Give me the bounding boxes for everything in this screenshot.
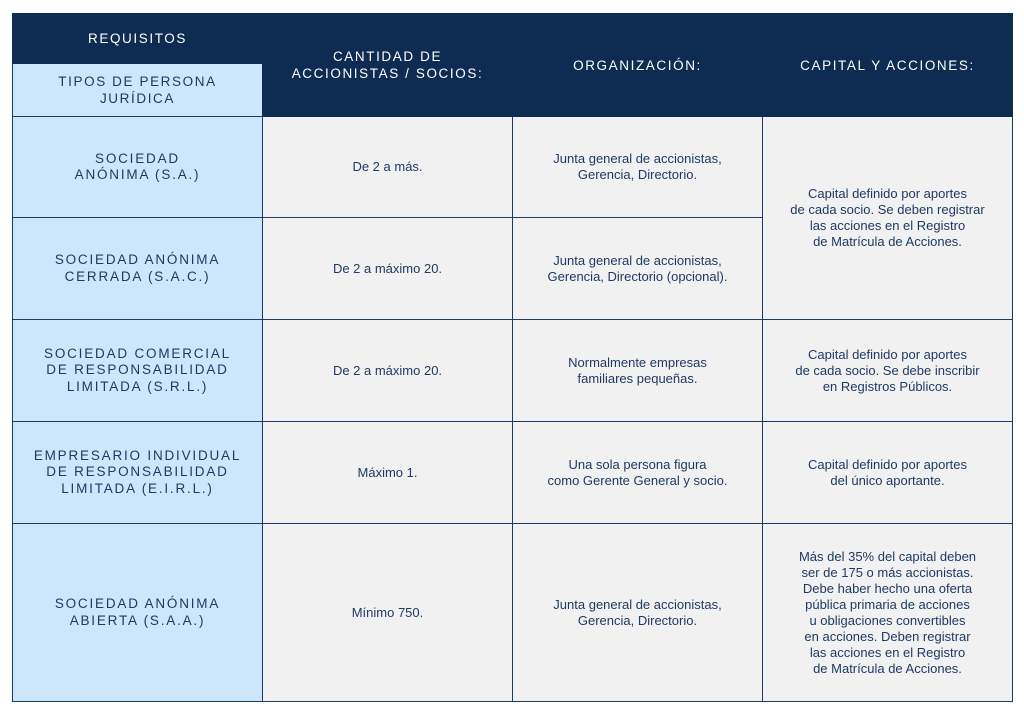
- header-capital: CAPITAL Y ACCIONES:: [763, 14, 1013, 117]
- header-organizacion: ORGANIZACIÓN:: [513, 14, 763, 117]
- row-saa-organizacion: Junta general de accionistas, Gerencia, Directorio.: [513, 524, 763, 702]
- row-sa-sac-capital: Capital definido por aportes de cada socio. Se deben registrar las acciones en el Registro de Matrícula de Acciones.: [763, 117, 1013, 320]
- row-type-eirl: EMPRESARIO INDIVIDUAL DE RESPONSABILIDAD LIMITADA (E.I.R.L.): [13, 422, 263, 524]
- row-sac-organizacion: Junta general de accionistas, Gerencia, Directorio (opcional).: [513, 218, 763, 320]
- row-saa-cantidad: Mínimo 750.: [263, 524, 513, 702]
- table-row: [13, 422, 1013, 524]
- row-eirl-organizacion: Una sola persona figura como Gerente General y socio.: [513, 422, 763, 524]
- row-type-sac: SOCIEDAD ANÓNIMA CERRADA (S.A.C.): [13, 218, 263, 320]
- row-sac-cantidad: De 2 a máximo 20.: [263, 218, 513, 320]
- table-row: [13, 117, 1013, 218]
- row-srl-cantidad: De 2 a máximo 20.: [263, 320, 513, 422]
- row-type-saa: SOCIEDAD ANÓNIMA ABIERTA (S.A.A.): [13, 524, 263, 702]
- table-row: [13, 524, 1013, 702]
- legal-entity-requirements-table: [12, 13, 1013, 702]
- row-type-srl: SOCIEDAD COMERCIAL DE RESPONSABILIDAD LIMITADA (S.R.L.): [13, 320, 263, 422]
- row-srl-capital: Capital definido por aportes de cada socio. Se debe inscribir en Registros Públicos.: [763, 320, 1013, 422]
- table-row: [13, 320, 1013, 422]
- row-eirl-capital: Capital definido por aportes del único aportante.: [763, 422, 1013, 524]
- row-type-sa: SOCIEDAD ANÓNIMA (S.A.): [13, 117, 263, 218]
- row-sa-organizacion: Junta general de accionistas, Gerencia, Directorio.: [513, 117, 763, 218]
- header-requisitos: REQUISITOS: [13, 14, 263, 64]
- header-tipos-persona-juridica: TIPOS DE PERSONA JURÍDICA: [13, 64, 263, 117]
- header-cantidad: CANTIDAD DE ACCIONISTAS / SOCIOS:: [263, 14, 513, 117]
- requirements-table-wrapper: [12, 13, 1012, 701]
- row-sa-cantidad: De 2 a más.: [263, 117, 513, 218]
- row-srl-organizacion: Normalmente empresas familiares pequeñas.: [513, 320, 763, 422]
- header-row-top: [13, 14, 1013, 64]
- row-saa-capital: Más del 35% del capital deben ser de 175 o más accionistas. Debe haber hecho una oferta pública primaria de acciones u obligaciones convertibles en acciones. Deben registrar las acciones en el Registro de Matrícula de Acciones.: [763, 524, 1013, 702]
- row-eirl-cantidad: Máximo 1.: [263, 422, 513, 524]
